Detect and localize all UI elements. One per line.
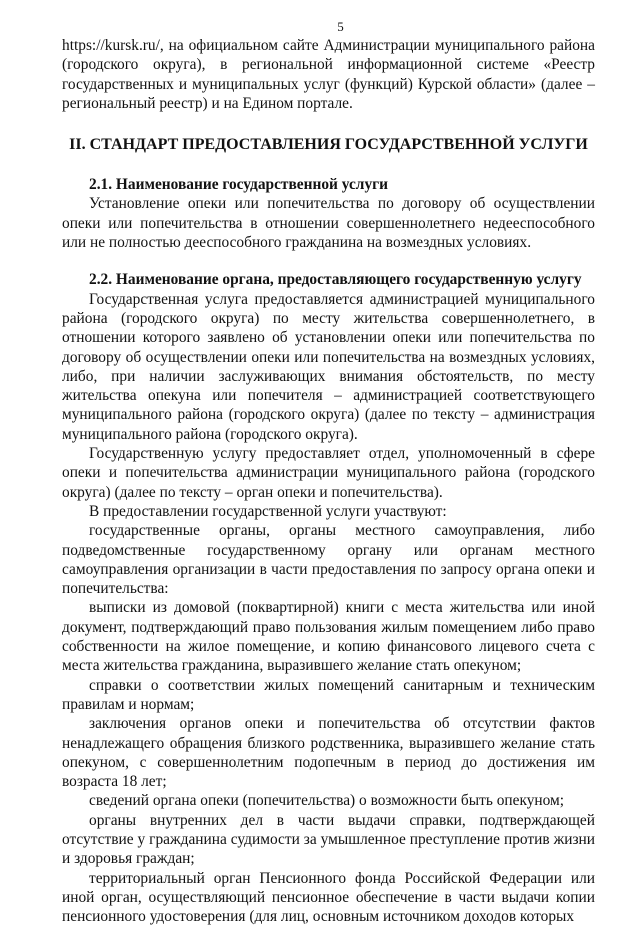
subsection-text-2-1: Установление опеки или попечительства по договору об осуществлении опеки или попечительства в отношении совершеннолетнего недееспособного или не полностью дееспособного гражданина на возмездных условиях.: [62, 195, 595, 252]
paragraph: справки о соответствии жилых помещений санитарным и техническим правилам и нормам;: [62, 676, 595, 713]
paragraph: Государственная услуга предоставляется администрацией муниципального района (городского округа) по месту жительства совершеннолетнего, в отношении которого заявлено об установлении опеки или попечительства по договору об осуществлении опеки или попечительства на возмездных условиях, либо, при наличии заслуживающих внимания обстоятельств, по месту жительства опекуна или попечителя – администрацией соответствующего муниципального района (городского округа) (далее по тексту – администрация муниципального района (городского округа).: [62, 290, 595, 443]
section-title: II. СТАНДАРТ ПРЕДОСТАВЛЕНИЯ ГОСУДАРСТВЕННОЙ УСЛУГИ: [69, 136, 588, 154]
page-number: 5: [337, 19, 344, 34]
subsection-heading-2-1: 2.1. Наименование государственной услуги: [89, 176, 388, 194]
subsection-heading-2-2: 2.2. Наименование органа, предоставляющего государственную услугу: [89, 271, 582, 289]
paragraph: выписки из домовой (поквартирной) книги с места жительства или иной документ, подтверждающий право пользования жилым помещением либо право собственности на жилое помещение, и копию финансового лицевого счета с места жительства гражданина, выразившего желание стать опекуном;: [62, 599, 595, 675]
document-page: [62, 18, 595, 926]
paragraph: территориальный орган Пенсионного фонда Российской Федерации или иной орган, осуществляющий пенсионное обеспечение в части выдачи копии пенсионного удостоверения (для лиц, основным источником доходов которых: [62, 869, 595, 926]
paragraph-gap: [62, 252, 595, 270]
paragraph: сведений органа опеки (попечительства) о возможности быть опекуном;: [89, 792, 565, 810]
intro-paragraph: https://kursk.ru/, на официальном сайте Администрации муниципального района (городского округа), в региональной информационной системе «Реестр государственных и муниципальных услуг (функций) Курской области» (далее – региональный реестр) и на Едином портале.: [62, 37, 595, 112]
paragraph: государственные органы, органы местного самоуправления, либо подведомственные государственному органу или органам местного самоуправления организации в части предоставления по запросу органа опеки и попечительства:: [62, 522, 595, 598]
paragraph: Государственную услугу предоставляет отдел, уполномоченный в сфере опеки и попечительства администрации муниципального района (городского округа) (далее по тексту – орган опеки и попечительства).: [62, 445, 595, 501]
paragraph: В предоставлении государственной услуги участвуют:: [89, 502, 447, 520]
paragraph: заключения органов опеки и попечительства об отсутствии фактов ненадлежащего обращения близкого родственника, выразившего желание стать опекуном, с совершеннолетним подопечным в период до достижения им возраста 18 лет;: [62, 715, 595, 791]
paragraph: органы внутренних дел в части выдачи справки, подтверждающей отсутствие у гражданина судимости за умышленное преступление против жизни и здоровья граждан;: [62, 811, 595, 868]
